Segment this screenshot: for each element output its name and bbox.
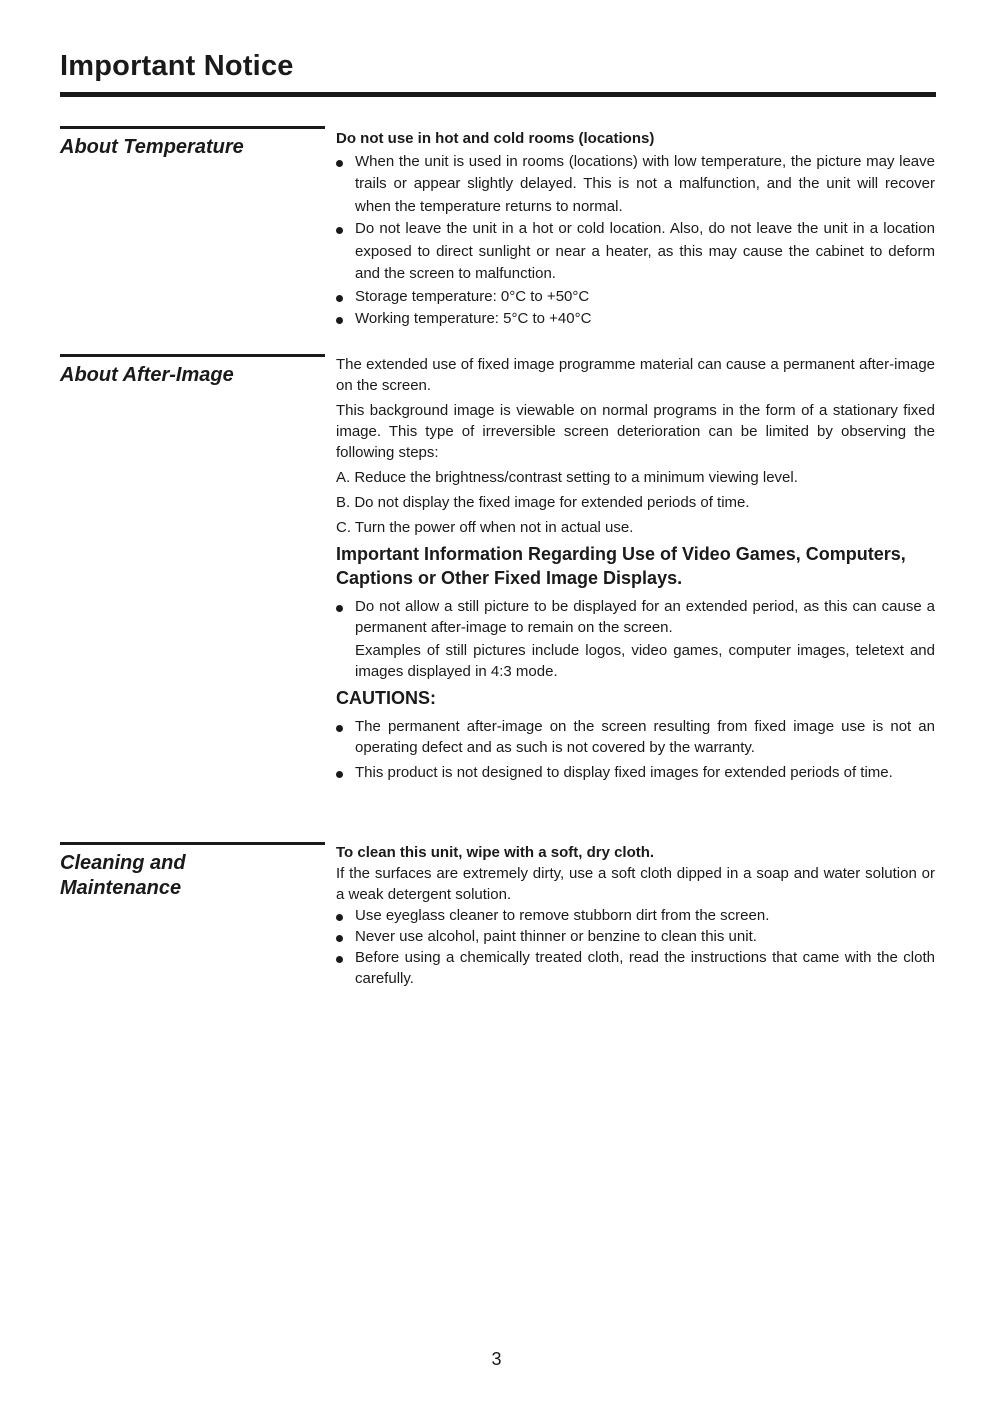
section-heading-cleaning bbox=[60, 842, 325, 901]
afterimage-paragraph: The extended use of fixed image programme material can cause a permanent after-image on the screen. bbox=[336, 356, 935, 394]
list-item bbox=[336, 905, 935, 926]
cautions-bullet-list bbox=[336, 716, 935, 783]
list-item bbox=[336, 947, 935, 989]
cleaning-intro: If the surfaces are extremely dirty, use a soft cloth dipped in a soap and water solution or a weak detergent solution. bbox=[336, 865, 935, 903]
section-body-temperature bbox=[336, 128, 935, 331]
section-heading-cleaning-line1: Cleaning and bbox=[60, 852, 186, 874]
page-title: Important Notice bbox=[60, 50, 294, 82]
info-examples: Examples of still pictures include logos, video games, computer images, teletext and images displayed in 4:3 mode. bbox=[355, 642, 935, 680]
title-rule bbox=[60, 92, 936, 97]
bullet-icon bbox=[336, 317, 343, 324]
bullet-text: Storage temperature: 0°C to +50°C bbox=[355, 287, 590, 305]
bullet-text: Do not allow a still picture to be displayed for an extended period, as this can cause a permanent after-image to remain on the screen. bbox=[355, 598, 935, 636]
section-heading-temperature: About Temperature bbox=[60, 126, 325, 160]
page-number: 3 bbox=[491, 1349, 502, 1369]
info-heading: Important Information Regarding Use of Video Games, Computers, Captions or Other Fixed Image Displays. bbox=[336, 544, 906, 588]
bullet-icon bbox=[336, 771, 343, 778]
cleaning-lead: To clean this unit, wipe with a soft, dry cloth. bbox=[336, 844, 655, 861]
bullet-text: The permanent after-image on the screen resulting from fixed image use is not an operating defect and as such is not covered by the warranty. bbox=[355, 718, 935, 756]
temperature-bullet-list bbox=[336, 151, 935, 331]
section-body-cleaning bbox=[336, 842, 935, 989]
bullet-text: This product is not designed to display fixed images for extended periods of time. bbox=[355, 764, 893, 781]
list-item bbox=[336, 151, 935, 219]
bullet-icon bbox=[336, 935, 343, 942]
bullet-icon bbox=[336, 227, 343, 234]
list-item bbox=[336, 218, 935, 286]
list-item bbox=[336, 286, 935, 309]
bullet-text: Do not leave the unit in a hot or cold location. Also, do not leave the unit in a location exposed to direct sunlight or near a heater, as this may cause the cabinet to deform and the screen to malfunction. bbox=[355, 220, 935, 282]
bullet-text: Working temperature: 5°C to +40°C bbox=[355, 310, 592, 327]
bullet-icon bbox=[336, 605, 343, 612]
afterimage-paragraph: This background image is viewable on normal programs in the form of a stationary fixed image. This type of irreversible screen deterioration can be limited by observing the following steps: bbox=[336, 402, 935, 461]
bullet-text: Never use alcohol, paint thinner or benzine to clean this unit. bbox=[355, 928, 757, 945]
list-item bbox=[336, 596, 935, 638]
info-bullet-list bbox=[336, 596, 935, 638]
section-heading-afterimage: About After-Image bbox=[60, 354, 325, 388]
list-item bbox=[336, 308, 935, 331]
bullet-icon bbox=[336, 295, 343, 302]
bullet-icon bbox=[336, 160, 343, 167]
afterimage-step: B. Do not display the fixed image for extended periods of time. bbox=[336, 494, 750, 511]
list-item bbox=[336, 926, 935, 947]
list-item bbox=[336, 762, 935, 783]
section-heading-cleaning-line2: Maintenance bbox=[60, 877, 182, 899]
temperature-lead: Do not use in hot and cold rooms (locations) bbox=[336, 130, 655, 147]
bullet-icon bbox=[336, 914, 343, 921]
list-item bbox=[336, 716, 935, 758]
bullet-icon bbox=[336, 725, 343, 732]
bullet-text: When the unit is used in rooms (locations) with low temperature, the picture may leave trails or appear slightly delayed. This is not a malfunction, and the unit will recover when the temperature returns to normal. bbox=[355, 152, 935, 215]
bullet-icon bbox=[336, 956, 343, 963]
cleaning-bullet-list bbox=[336, 905, 935, 989]
bullet-text: Before using a chemically treated cloth, read the instructions that came with the cloth carefully. bbox=[355, 949, 935, 987]
bullet-text: Use eyeglass cleaner to remove stubborn dirt from the screen. bbox=[355, 907, 770, 924]
afterimage-step: A. Reduce the brightness/contrast setting to a minimum viewing level. bbox=[336, 469, 798, 486]
section-body-afterimage bbox=[336, 354, 935, 783]
cautions-heading: CAUTIONS: bbox=[336, 688, 436, 708]
afterimage-step: C. Turn the power off when not in actual use. bbox=[336, 519, 634, 536]
